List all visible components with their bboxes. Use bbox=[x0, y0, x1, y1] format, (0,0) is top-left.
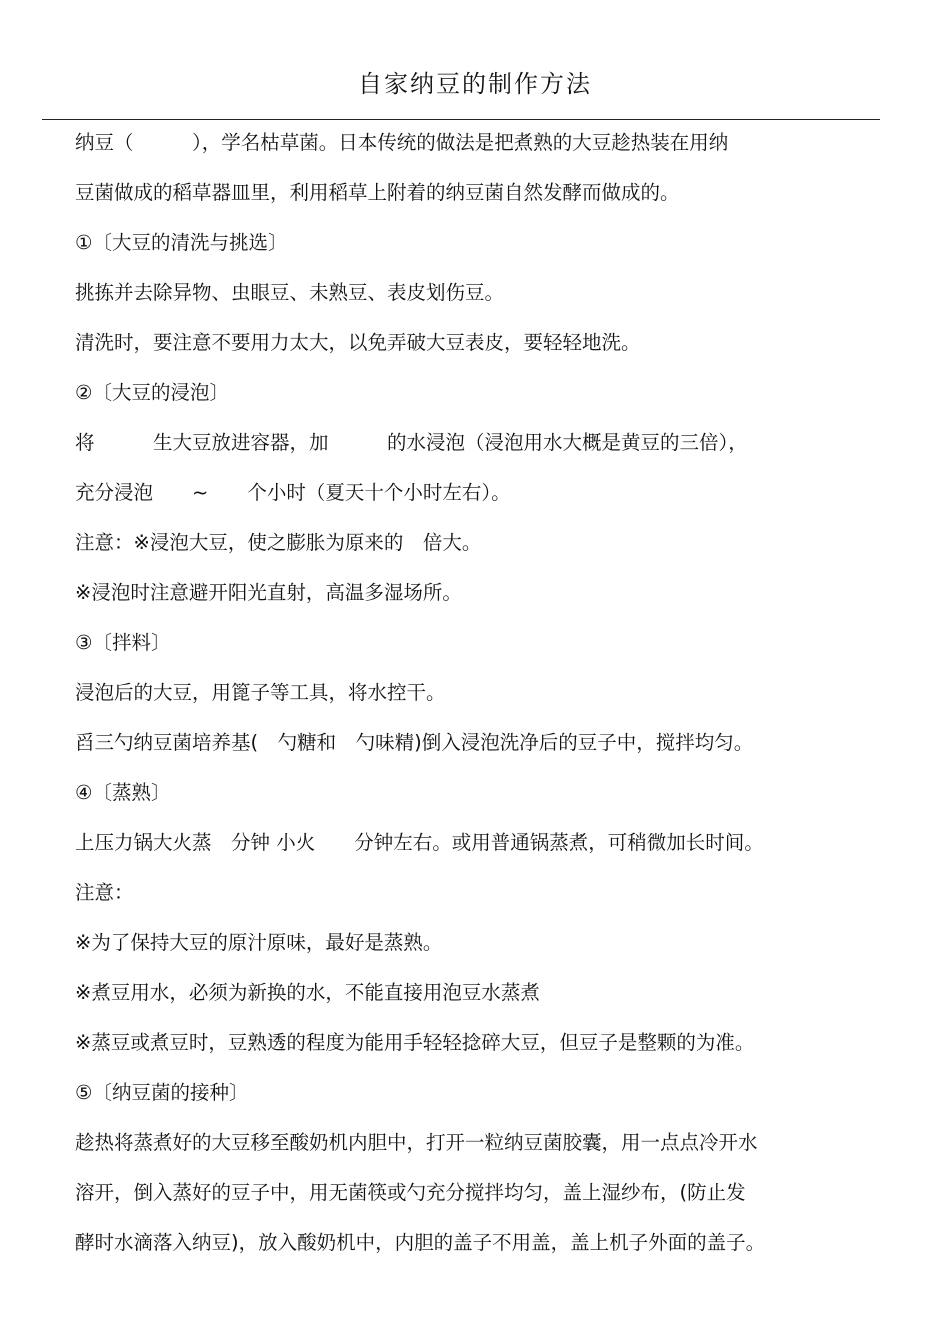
note-line: ※浸泡时注意避开阳光直射，高温多湿场所。 bbox=[75, 581, 462, 604]
paragraph-line: 将 生大豆放进容器，加 的水浸泡（浸泡用水大概是黄豆的三倍）， bbox=[75, 431, 748, 454]
paragraph-line: 豆菌做成的稻草器皿里，利用稻草上附着的纳豆菌自然发酵而做成的。 bbox=[75, 181, 680, 204]
section-heading-mix: ③〔拌料〕 bbox=[75, 631, 171, 654]
paragraph-line: 上压力锅大火蒸 分钟 小火 分钟左右。或用普通锅蒸煮，可稍微加长时间。 bbox=[75, 831, 764, 854]
note-line: ※煮豆用水，必须为新换的水，不能直接用泡豆水蒸煮 bbox=[75, 981, 540, 1004]
section-heading-inoculation: ⑤〔纳豆菌的接种〕 bbox=[75, 1081, 249, 1104]
paragraph-line: 充分浸泡 ~ 个小时（夏天十个小时左右）。 bbox=[75, 481, 511, 504]
document-body bbox=[75, 118, 865, 1268]
section-heading-soak: ②〔大豆的浸泡〕 bbox=[75, 381, 229, 404]
note-line: ※蒸豆或煮豆时，豆熟透的程度为能用手轻轻捻碎大豆，但豆子是整颗的为准。 bbox=[75, 1031, 755, 1054]
paragraph-line: 纳豆（ ），学名枯草菌。日本传统的做法是把煮熟的大豆趁热装在用纳 bbox=[75, 131, 729, 154]
paragraph-line: 清洗时，要注意不要用力太大，以免弄破大豆表皮，要轻轻地洗。 bbox=[75, 331, 641, 354]
paragraph-line: 浸泡后的大豆，用篦子等工具，将水控干。 bbox=[75, 681, 446, 704]
document-title: 自家纳豆的制作方法 bbox=[358, 70, 592, 98]
section-heading-wash: ①〔大豆的清洗与挑选〕 bbox=[75, 231, 288, 254]
section-heading-steam: ④〔蒸熟〕 bbox=[75, 781, 171, 804]
paragraph-line: 挑拣并去除异物、虫眼豆、未熟豆、表皮划伤豆。 bbox=[75, 281, 505, 304]
note-line: 注意：※浸泡大豆，使之膨胀为原来的 倍大。 bbox=[75, 531, 482, 554]
paragraph-line: 舀三勺纳豆菌培养基( 勺糖和 勺味精)倒入浸泡洗净后的豆子中，搅拌均匀。 bbox=[75, 731, 754, 754]
paragraph-line: 酵时水滴落入纳豆)，放入酸奶机中，内胆的盖子不用盖，盖上机子外面的盖子。 bbox=[75, 1231, 766, 1254]
note-label: 注意： bbox=[75, 881, 134, 904]
paragraph-line: 趁热将蒸煮好的大豆移至酸奶机内胆中，打开一粒纳豆菌胶囊，用一点点冷开水 bbox=[75, 1131, 758, 1154]
note-line: ※为了保持大豆的原汁原味，最好是蒸熟。 bbox=[75, 931, 443, 954]
paragraph-line: 溶开，倒入蒸好的豆子中，用无菌筷或勺充分搅拌均匀，盖上湿纱布，(防止发 bbox=[75, 1181, 746, 1204]
